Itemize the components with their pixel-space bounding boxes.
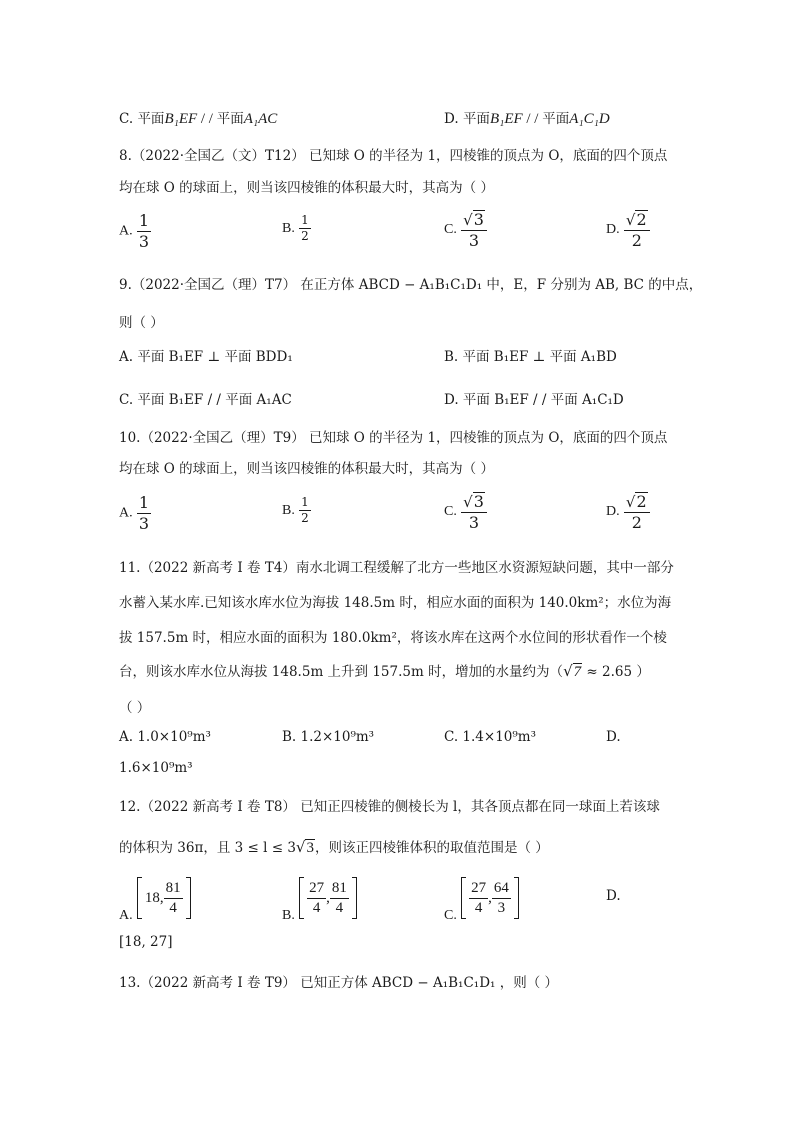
q8-option-b: B. $\frac{1}{2}$ bbox=[282, 213, 309, 244]
q11-option-b: B. 1.2×10⁹m³ bbox=[282, 729, 375, 745]
q9-stem-line2: 则（ ） bbox=[119, 315, 164, 331]
q11-stem-line5: （ ） bbox=[119, 700, 151, 716]
q12-option-d-value: [18, 27] bbox=[119, 934, 173, 950]
q11-stem-line4: 台，则该水库水位从海拔 148.5m 上升到 157.5m 时，增加的水量约为（√7 ≈ 2.65 ） bbox=[119, 662, 650, 680]
q8-option-a: A. $\frac{1}{3}$ bbox=[119, 211, 150, 251]
q10-option-c: C. $\frac{√3}{3}$ bbox=[444, 492, 487, 531]
q12-option-c: C. $\frac{27}{4}$ , $\frac{64}{3}$ bbox=[444, 877, 519, 924]
q8-option-d: D. $\frac{√2}{2}$ bbox=[606, 210, 650, 249]
q12-stem-line1: 12.（2022 新高考 I 卷 T8） 已知正四棱锥的侧棱长为 l，其各顶点都在同一球面上若该球 bbox=[119, 799, 660, 815]
q12-option-d: D. bbox=[606, 888, 621, 904]
q8-option-c: C. $\frac{√3}{3}$ bbox=[444, 210, 487, 249]
q10-option-b: B. $\frac{1}{2}$ bbox=[282, 495, 309, 526]
q9-option-b: B. 平面 B₁EF ⊥ 平面 A₁BD bbox=[444, 349, 617, 365]
q11-stem-line3: 拔 157.5m 时，相应水面的面积为 180.0km²，将该水库在这两个水位间的形状看作一个棱 bbox=[119, 630, 667, 646]
q8-stem-line1: 8.（2022·全国乙（文）T12） 已知球 O 的半径为 1，四棱锥的顶点为 O，底面的四个顶点 bbox=[119, 148, 668, 164]
q11-option-c: C. 1.4×10⁹m³ bbox=[444, 729, 537, 745]
q9-stem-line1: 9.（2022·全国乙（理）T7） 在正方体 ABCD − A₁B₁C₁D₁ 中，E，F 分别为 AB, BC 的中点， bbox=[119, 277, 703, 293]
q10-option-a: A. $\frac{1}{3}$ bbox=[119, 493, 150, 533]
q11-option-a: A. 1.0×10⁹m³ bbox=[119, 729, 211, 745]
q10-stem-line2: 均在球 O 的球面上，则当该四棱锥的体积最大时，其高为（ ） bbox=[119, 461, 494, 477]
q11-stem-line1: 11.（2022 新高考 I 卷 T4）南水北调工程缓解了北方一些地区水资源短缺问题，其中一部分 bbox=[119, 560, 674, 576]
q13-stem-line1: 13.（2022 新高考 I 卷 T9） 已知正方体 ABCD − A₁B₁C₁D₁ ，则（ ） bbox=[119, 975, 559, 991]
q12-option-a: A. 18, $\frac{81}{4}$ bbox=[119, 877, 191, 924]
q10-option-d: D. $\frac{√2}{2}$ bbox=[606, 492, 650, 531]
q7-option-d: D. 平面B₁EF / / 平面A₁C₁D bbox=[444, 111, 610, 127]
q12-stem-line2: 的体积为 36π，且 3 ≤ l ≤ 3√3，则该正四棱锥体积的取值范围是（ ） bbox=[119, 838, 549, 856]
q8-stem-line2: 均在球 O 的球面上，则当该四棱锥的体积最大时，其高为（ ） bbox=[119, 180, 494, 196]
q12-option-b: B. $\frac{27}{4}$ , $\frac{81}{4}$ bbox=[282, 877, 357, 924]
q9-option-c: C. 平面 B₁EF / / 平面 A₁AC bbox=[119, 392, 292, 408]
q11-stem-line2: 水蓄入某水库.已知该水库水位为海拔 148.5m 时，相应水面的面积为 140.0km²；水位为海 bbox=[119, 595, 672, 611]
q9-option-a: A. 平面 B₁EF ⊥ 平面 BDD₁ bbox=[119, 349, 293, 365]
q7-option-c: C. 平面B₁EF / / 平面A₁AC bbox=[119, 111, 278, 127]
q10-stem-line1: 10.（2022·全国乙（理）T9） 已知球 O 的半径为 1，四棱锥的顶点为 O，底面的四个顶点 bbox=[119, 430, 668, 446]
q11-option-d-value: 1.6×10⁹m³ bbox=[119, 760, 193, 776]
q9-option-d: D. 平面 B₁EF / / 平面 A₁C₁D bbox=[444, 392, 624, 408]
q11-option-d: D. bbox=[606, 729, 621, 745]
